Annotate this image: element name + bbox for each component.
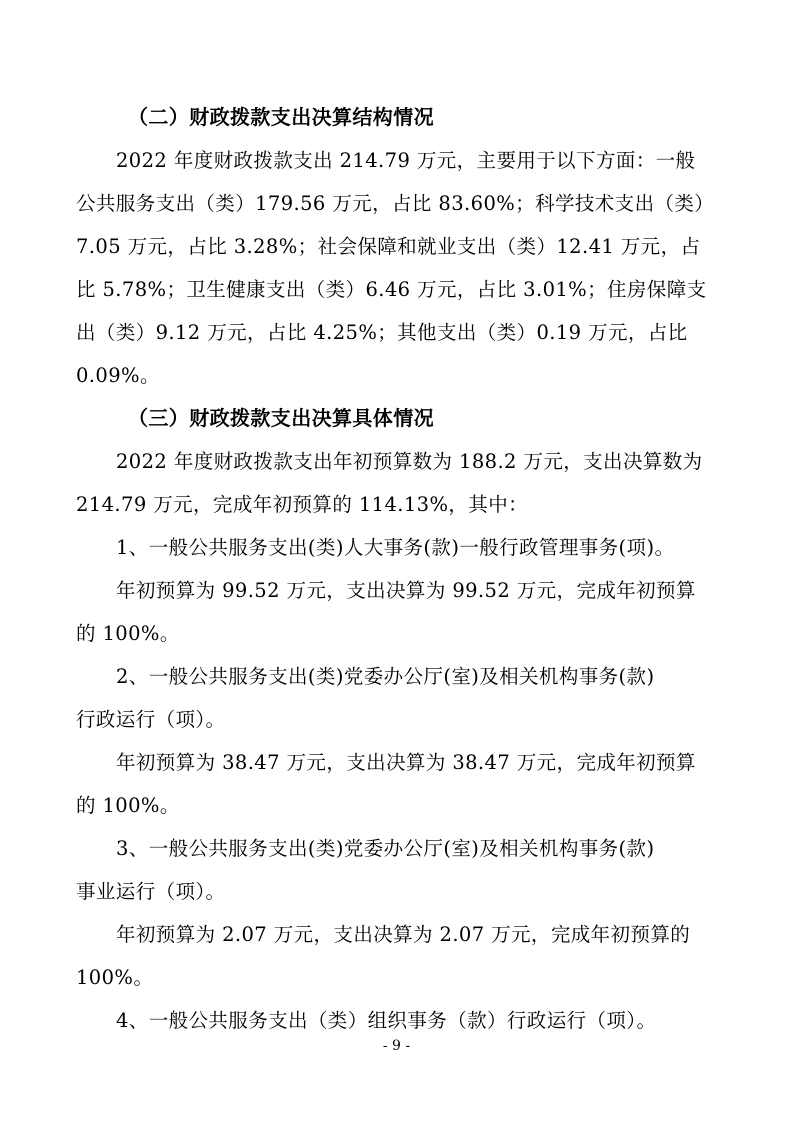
page-number: - 9 -	[382, 1038, 411, 1054]
item-title-3: 3、一般公共服务支出(类)党委办公厅(室)及相关机构事务(款)	[116, 837, 655, 860]
item-detail-3-cont: 100%。	[76, 966, 154, 989]
paragraph-line: 公共服务支出（类）179.56 万元，占比 83.60%；科学技术支出（类）	[76, 192, 715, 215]
item-title-4: 4、一般公共服务支出（类）组织事务（款）行政运行（项）。	[116, 1009, 657, 1032]
item-title-3-cont: 事业运行（项）。	[76, 880, 226, 903]
section-heading-details: （三）财政拨款支出决算具体情况	[128, 406, 434, 430]
paragraph-line: 2022 年度财政拨款支出年初预算数为 188.2 万元，支出决算数为	[116, 450, 703, 473]
paragraph-line: 2022 年度财政拨款支出 214.79 万元，主要用于以下方面：一般	[116, 149, 696, 172]
item-title-1: 1、一般公共服务支出(类)人大事务(款)一般行政管理事务(项)。	[116, 536, 675, 559]
item-detail-3: 年初预算为 2.07 万元，支出决算为 2.07 万元，完成年初预算的	[116, 923, 691, 946]
paragraph-line: 比 5.78%；卫生健康支出（类）6.46 万元，占比 3.01%；住房保障支	[76, 278, 707, 301]
item-detail-1-cont: 的 100%。	[76, 622, 180, 645]
document-body	[76, 96, 716, 1042]
item-detail-2-cont: 的 100%。	[76, 794, 180, 817]
paragraph-line: 7.05 万元，占比 3.28%；社会保障和就业支出（类）12.41 万元，占	[76, 235, 701, 258]
section-heading-structure: （二）财政拨款支出决算结构情况	[128, 105, 434, 129]
paragraph-line: 出（类）9.12 万元，占比 4.25%；其他支出（类）0.19 万元，占比	[76, 321, 688, 344]
item-detail-1: 年初预算为 99.52 万元，支出决算为 99.52 万元，完成年初预算	[116, 579, 696, 602]
paragraph-line: 0.09%。	[76, 364, 160, 387]
item-title-2-cont: 行政运行（项）。	[76, 708, 226, 731]
paragraph-line: 214.79 万元，完成年初预算的 114.13%，其中：	[76, 493, 528, 516]
item-detail-2: 年初预算为 38.47 万元，支出决算为 38.47 万元，完成年初预算	[116, 751, 696, 774]
item-title-2: 2、一般公共服务支出(类)党委办公厅(室)及相关机构事务(款)	[116, 665, 655, 688]
